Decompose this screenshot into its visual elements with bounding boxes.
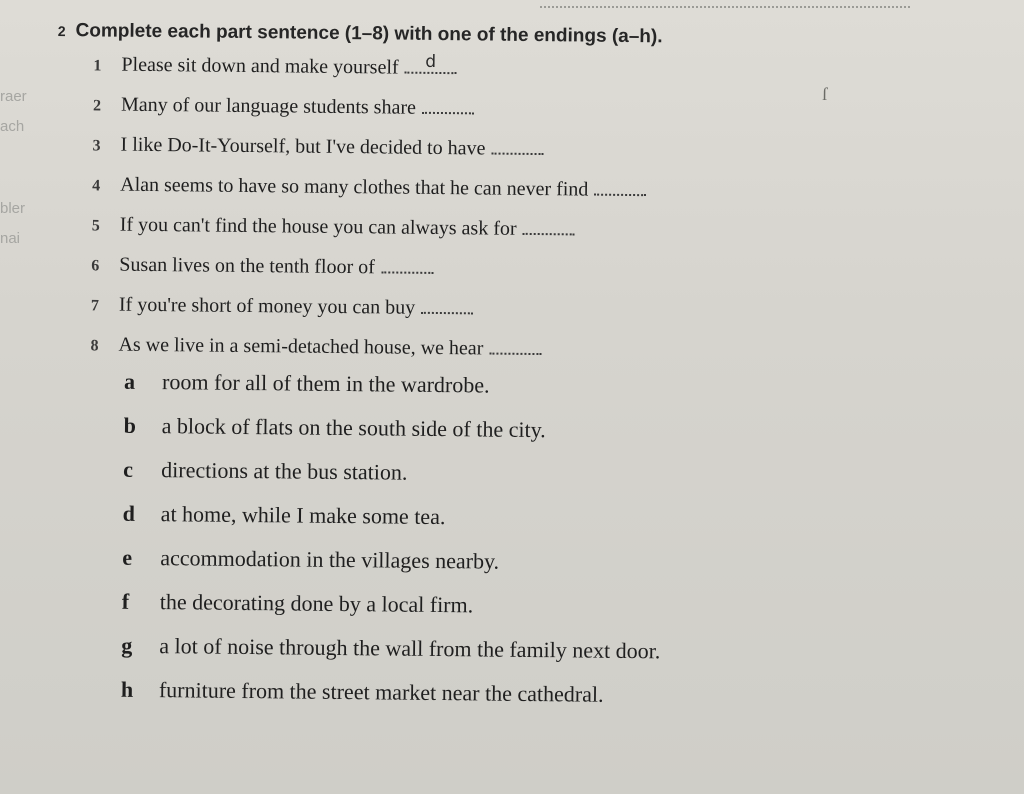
ending-text: furniture from the street market near the cathedral. (158, 677, 604, 707)
answer-text (381, 271, 433, 272)
ending-text: the decorating done by a local firm. (159, 589, 474, 618)
answer-blank[interactable] (421, 294, 473, 315)
sentence-number: 5 (91, 217, 100, 235)
ending-item (124, 369, 490, 399)
answer-blank[interactable] (405, 51, 457, 75)
sentence-text: If you're short of money you can buy (118, 293, 416, 319)
sentence-number: 1 (93, 57, 102, 75)
answer-blank[interactable] (489, 335, 541, 356)
answer-blank[interactable] (594, 176, 646, 197)
answer-blank[interactable] (491, 135, 543, 156)
sentence-item (93, 50, 456, 80)
instruction-text: Complete each part sentence (1–8) with one of the endings (a–h). (75, 20, 663, 48)
ending-letter: g (121, 632, 133, 658)
answer-blank[interactable] (523, 215, 575, 236)
ending-text: accommodation in the villages nearby. (160, 545, 500, 574)
answer-text (594, 194, 646, 195)
ending-text: a lot of noise through the wall from the family next door. (159, 633, 661, 664)
dotted-rule (540, 6, 910, 8)
sentence-item (92, 210, 575, 241)
ending-letter: h (120, 676, 134, 702)
sentence-item (91, 250, 433, 280)
ending-letter: b (123, 412, 137, 438)
sentence-item (91, 290, 474, 320)
answer-text (422, 112, 474, 113)
ending-item (123, 501, 446, 530)
exercise-number: 2 (57, 22, 66, 40)
margin-fragment: ach (0, 118, 25, 135)
sentence-text: As we live in a semi-detached house, we hear (118, 333, 484, 360)
answer-text (489, 353, 541, 354)
ending-item (121, 633, 660, 665)
ending-letter: e (122, 544, 133, 570)
answer-text (523, 233, 575, 234)
ending-item (122, 589, 474, 619)
ending-letter: d (122, 500, 136, 526)
exercise (50, 12, 998, 762)
ending-text: directions at the bus station. (161, 457, 408, 485)
answer-text (421, 312, 473, 313)
answer-text: d (425, 51, 437, 72)
exercise-instruction (58, 20, 663, 48)
margin-fragment: nai (0, 230, 21, 247)
pencil-mark: ſ (822, 84, 828, 105)
ending-item (121, 677, 604, 708)
ending-letter: f (121, 588, 130, 614)
sentence-item (92, 130, 543, 161)
sentence-item (92, 170, 646, 202)
sentence-item (90, 330, 541, 361)
answer-blank[interactable] (422, 94, 474, 115)
sentence-item (93, 90, 474, 120)
sentence-text: If you can't find the house you can always ask for (119, 213, 517, 240)
ending-letter: a (124, 368, 136, 394)
sentence-number: 8 (90, 337, 99, 355)
sentence-number: 2 (92, 97, 102, 115)
previous-page-margin (0, 60, 60, 360)
ending-item (123, 457, 407, 486)
sentence-number: 3 (92, 137, 101, 155)
sentence-number: 6 (91, 257, 100, 275)
ending-item (122, 545, 499, 575)
ending-text: room for all of them in the wardrobe. (162, 369, 490, 398)
sentence-text: Many of our language students share (120, 93, 417, 119)
answer-blank[interactable] (381, 253, 433, 274)
margin-fragment: bler (0, 200, 26, 217)
margin-fragment: raer (0, 88, 27, 105)
ending-text: a block of flats on the south side of the city. (161, 413, 546, 443)
sentence-text: Alan seems to have so many clothes that he can never find (120, 173, 589, 201)
ending-item (124, 413, 546, 443)
sentence-text: Please sit down and make yourself (121, 53, 399, 79)
ending-letter: c (123, 456, 134, 482)
sentence-text: I like Do-It-Yourself, but I've decided to have (120, 133, 486, 160)
sentence-number: 4 (92, 177, 101, 195)
ending-text: at home, while I make some tea. (160, 501, 446, 530)
answer-text (491, 153, 543, 154)
sentence-text: Susan lives on the tenth floor of (119, 253, 375, 279)
sentence-number: 7 (90, 297, 100, 315)
